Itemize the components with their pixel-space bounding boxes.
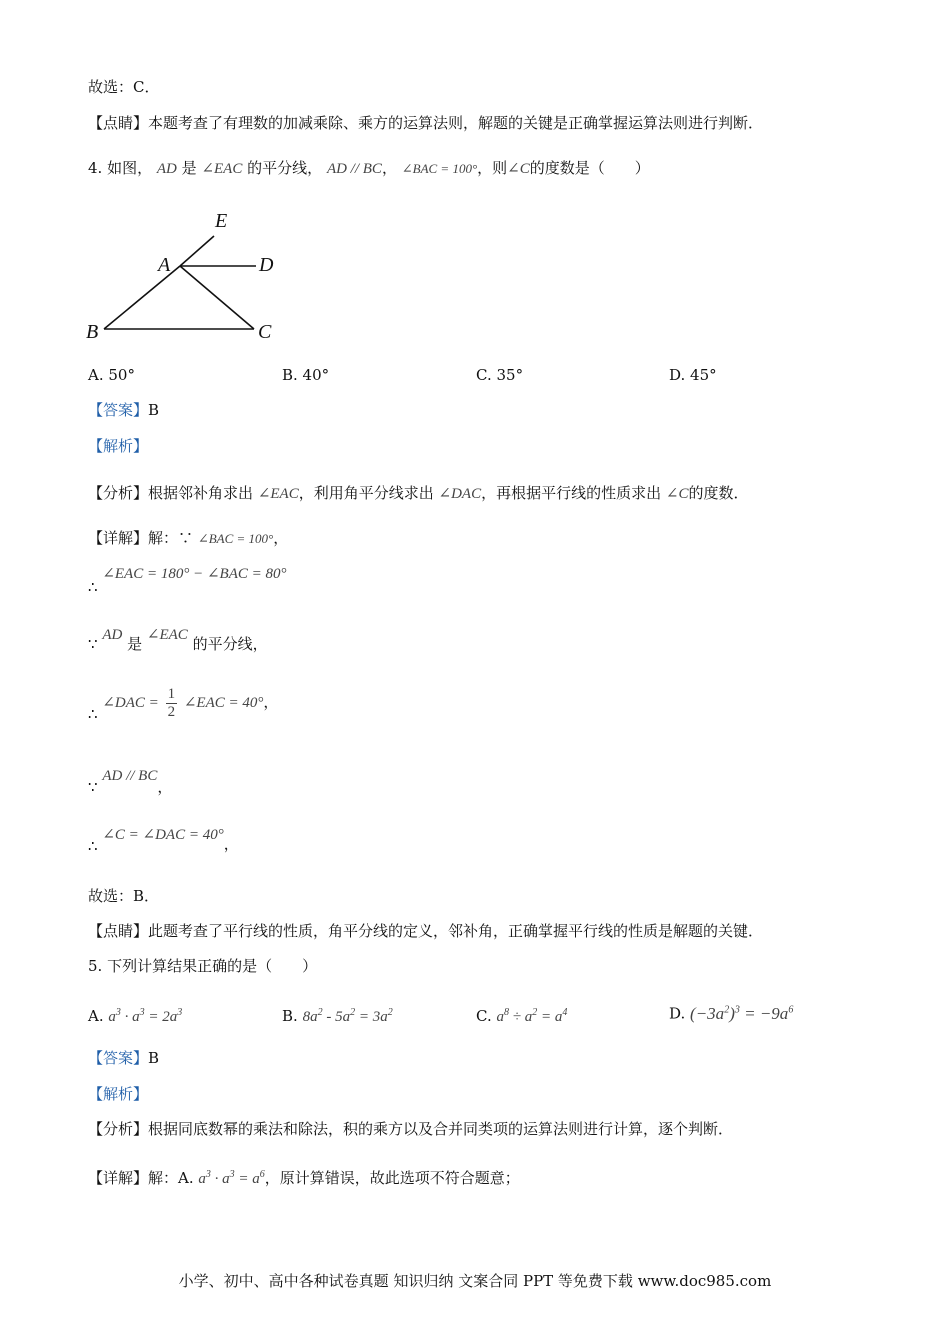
q4-step-5 xyxy=(88,765,173,796)
fraction-denominator: 2 xyxy=(167,703,176,720)
option-label: D. xyxy=(669,1004,686,1023)
label-c: C xyxy=(258,321,272,343)
fenxi-text: 根据邻补角求出 xyxy=(148,484,254,502)
answer-conclusion-q3: 故选：C． xyxy=(88,78,160,96)
dianjing-q3 xyxy=(88,113,763,133)
q5-option-a xyxy=(88,1003,182,1027)
option-math: $8a^2 - 5a^2 = 3a^2$ xyxy=(302,1007,393,1025)
q4-step-3 xyxy=(88,624,268,653)
answer-tag: 【答案】 xyxy=(88,1049,149,1067)
q5-option-d xyxy=(669,1000,793,1024)
because-symbol: ∵ xyxy=(88,778,98,796)
q5-jiexi-tag: 【解析】 xyxy=(88,1085,149,1103)
q4-option-c: C. 35° xyxy=(476,366,524,384)
step-text: ， xyxy=(223,835,239,853)
label-b: B xyxy=(86,321,99,343)
q4-text: ， xyxy=(381,159,397,177)
page-footer: 小学、初中、高中各种试卷真题 知识归纳 文案合同 PPT 等免费下载 www.doc985.com xyxy=(178,1272,772,1290)
q4-option-a: A. 50° xyxy=(88,366,135,384)
fenxi-math: ∠DAC xyxy=(438,486,482,502)
dianjing-tag: 【点睛】 xyxy=(88,114,149,132)
geometry-figure xyxy=(82,205,312,350)
xiangjie-text: ，原计算错误，故此选项不符合题意； xyxy=(264,1169,520,1187)
option-label: B. xyxy=(282,1007,298,1025)
label-e: E xyxy=(215,210,228,232)
q4-math-parallel: AD // BC xyxy=(326,161,382,177)
xiangjie-text: 解：A. xyxy=(148,1169,194,1187)
xiangjie-math: $a^3 \cdot a^3 = a^6$ xyxy=(198,1169,265,1187)
fraction-one-half xyxy=(166,686,178,721)
question-4-stem xyxy=(88,158,650,179)
fenxi-text: ，利用角平分线求出 xyxy=(298,484,434,502)
segment-ac xyxy=(180,266,254,329)
q4-text: ，则 xyxy=(477,159,508,177)
q4-option-b: B. 40° xyxy=(282,366,330,384)
q5-option-b xyxy=(282,1003,393,1027)
q4-option-d: D. 45° xyxy=(669,366,717,384)
segment-ae xyxy=(180,236,214,266)
q5-fenxi xyxy=(88,1119,733,1139)
xiangjie-text: ， xyxy=(273,529,289,547)
q4-math-eac: ∠EAC xyxy=(201,161,243,177)
fenxi-text: 的度数． xyxy=(688,484,749,502)
dianjing-text: 此题考查了平行线的性质，角平分线的定义，邻补角，正确掌握平行线的性质是解题的关键． xyxy=(148,922,764,940)
q4-dianjing xyxy=(88,921,763,941)
option-label: C. xyxy=(476,1007,492,1025)
q4-math-c: ∠C xyxy=(507,161,530,177)
because-symbol: ∵ xyxy=(88,635,98,653)
answer-value: B xyxy=(148,401,160,419)
q4-number: 4. 如图， xyxy=(88,159,153,177)
fenxi-tag: 【分析】 xyxy=(88,484,149,502)
fenxi-text: ，再根据平行线的性质求出 xyxy=(481,484,662,502)
fenxi-math: ∠C xyxy=(665,486,689,502)
q4-text: 的平分线， xyxy=(247,159,323,177)
fenxi-text: 根据同底数幂的乘法和除法，积的乘方以及合并同类项的运算法则进行计算，逐个判断． xyxy=(148,1120,734,1138)
q4-math-bac: ∠BAC = 100° xyxy=(401,161,478,176)
fraction-numerator: 1 xyxy=(167,685,176,702)
step-math: ∠DAC = xyxy=(102,695,159,711)
step-text: 的平分线， xyxy=(192,635,268,653)
label-a: A xyxy=(158,254,171,276)
fenxi-math: ∠EAC xyxy=(257,486,299,502)
q4-fenxi xyxy=(88,483,748,504)
q4-guxuan: 故选：B． xyxy=(88,887,160,905)
therefore-symbol: ∴ xyxy=(88,705,98,723)
step-text: ， xyxy=(157,778,173,796)
option-math: $a^8 \div a^2 = a^4$ xyxy=(496,1007,568,1025)
step-math: AD // BC xyxy=(102,768,158,784)
step-text: 是 xyxy=(127,635,143,653)
step-math: ∠EAC = 180° − ∠BAC = 80° xyxy=(102,566,287,582)
xiangjie-tag: 【详解】 xyxy=(88,529,149,547)
xiangjie-tag: 【详解】 xyxy=(88,1169,149,1187)
therefore-symbol: ∴ xyxy=(88,578,98,596)
q4-step-2 xyxy=(88,563,287,596)
q4-step-4 xyxy=(88,684,278,721)
q5-answer xyxy=(88,1048,159,1068)
answer-value: B xyxy=(148,1049,160,1067)
fenxi-tag: 【分析】 xyxy=(88,1120,149,1138)
question-5-stem: 5. 下列计算结果正确的是（ ） xyxy=(88,957,318,975)
q4-answer xyxy=(88,400,159,420)
option-math: $a^3 \cdot a^3 = 2a^3$ xyxy=(108,1007,183,1025)
dianjing-text: 本题考查了有理数的加减乘除、乘方的运算法则，解题的关键是正确掌握运算法则进行判断． xyxy=(148,114,764,132)
q4-jiexi-tag: 【解析】 xyxy=(88,437,149,455)
xiangjie-math: ∠BAC = 100° xyxy=(197,531,274,546)
step-math: ∠C = ∠DAC = 40° xyxy=(102,827,224,843)
option-math: $(-3a^2)^3 = -9a^6$ xyxy=(690,1003,794,1023)
q4-xiangjie-line1 xyxy=(88,528,288,549)
step-text: ， xyxy=(263,693,279,711)
q4-step-6 xyxy=(88,824,239,855)
q5-xiangjie xyxy=(88,1165,520,1189)
therefore-symbol: ∴ xyxy=(88,837,98,855)
step-math: AD xyxy=(102,627,123,643)
answer-tag: 【答案】 xyxy=(88,401,149,419)
step-math: ∠EAC xyxy=(146,627,188,643)
q4-math-ad: AD xyxy=(156,161,177,177)
step-math: ∠EAC = 40° xyxy=(183,695,264,711)
option-label: A. xyxy=(88,1007,104,1025)
q5-option-c xyxy=(476,1003,567,1027)
xiangjie-text: 解：∵ xyxy=(148,529,194,547)
q4-text: 是 xyxy=(181,159,197,177)
label-d: D xyxy=(259,254,274,276)
q4-text: 的度数是（ ） xyxy=(529,159,650,177)
dianjing-tag: 【点睛】 xyxy=(88,922,149,940)
